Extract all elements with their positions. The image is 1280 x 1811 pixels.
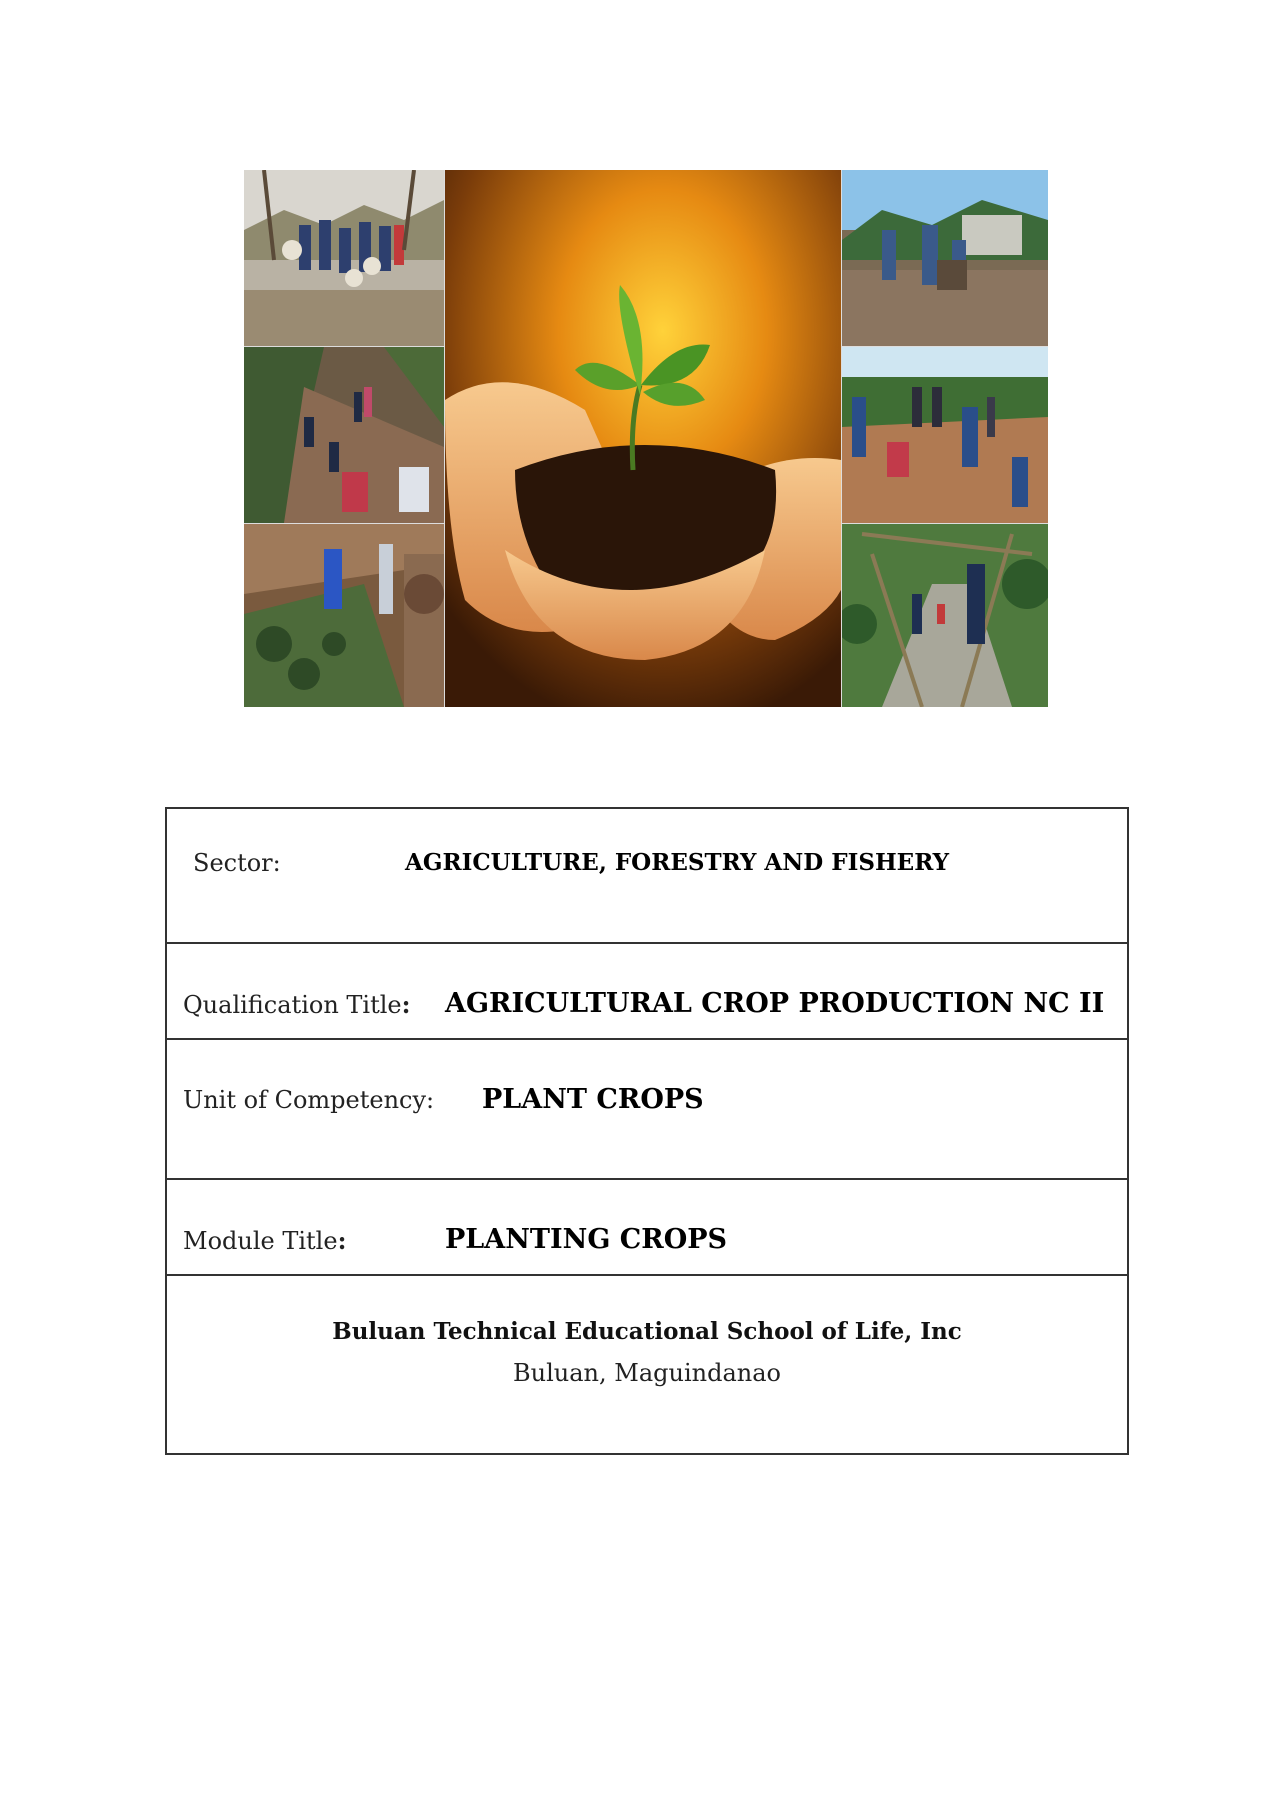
module-info-table [165,807,1129,1455]
field-tilling-mountain-image [842,170,1048,346]
unit-of-competency-row [167,1040,1127,1180]
unit-of-competency-value: PLANT CROPS [482,1084,704,1115]
group-photo-forest-image [244,170,444,346]
sector-value: AGRICULTURE, FORESTRY AND FISHERY [405,849,950,876]
school-row [167,1276,1127,1453]
school-name: Buluan Technical Educational School of Life, Inc [332,1318,962,1345]
sector-label: Sector: [193,849,281,877]
qualification-value: AGRICULTURAL CROP PRODUCTION NC II [445,988,1105,1019]
planting-slope-image [244,524,444,707]
cover-photo-collage [244,170,1048,707]
qualification-label: Qualification Title: [183,990,411,1019]
module-title-row [167,1180,1127,1276]
garden-plot-work-image [842,347,1048,523]
school-location: Buluan, Maguindanao [513,1359,781,1387]
bamboo-trellis-path-image [842,524,1048,707]
module-title-label: Module Title: [183,1226,347,1255]
unit-of-competency-label: Unit of Competency: [183,1086,435,1114]
hillside-farming-image [244,347,444,523]
qualification-row [167,944,1127,1040]
module-title-value: PLANTING CROPS [445,1224,728,1255]
sector-row [167,809,1127,944]
hands-holding-seedling-image [445,170,841,707]
